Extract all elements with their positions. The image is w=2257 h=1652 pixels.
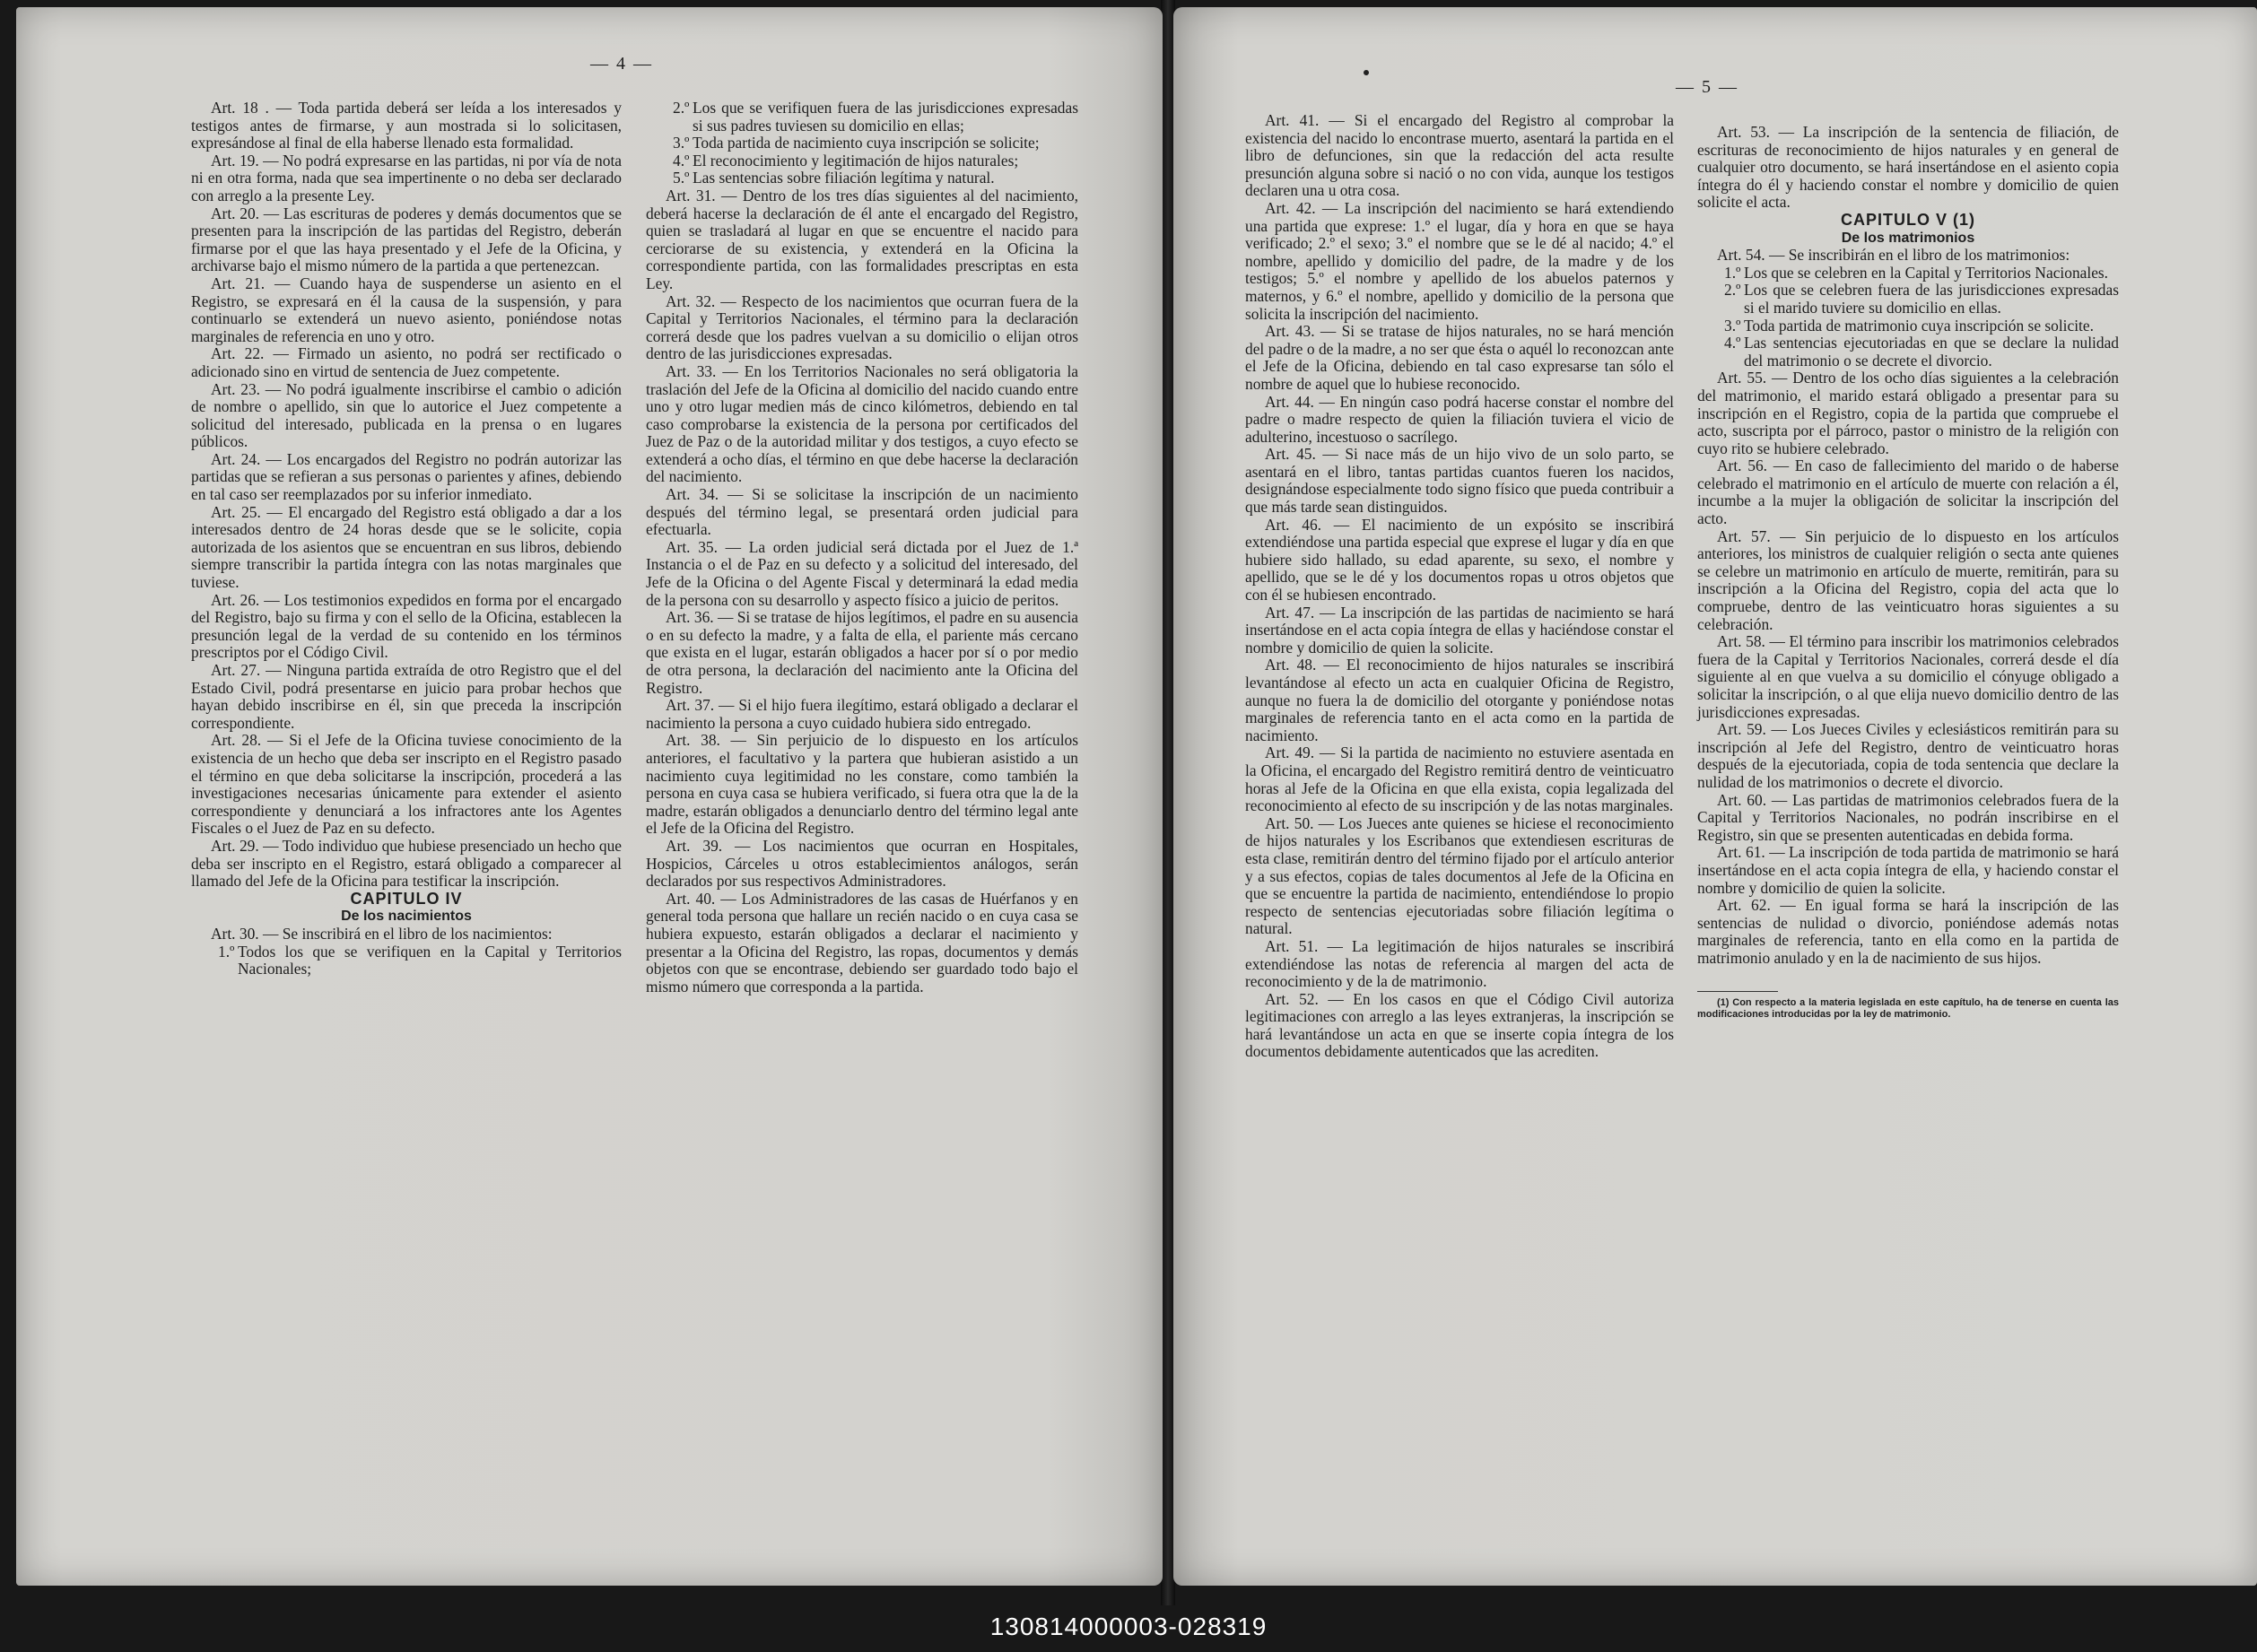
article-paragraph: Art. 58. — El término para inscribir los matrimonios celebrados fuera de la Capital y Territorios Nacionales, correrá desde el día siguiente al en que vuelva a su domicilio el cónyuge obligado a solicitar la inscripción, o al que elija nuevo domicilio dentro de las jurisdicciones expresadas.: [1697, 632, 2119, 721]
item-text: Las sentencias sobre filiación legítima y natural.: [693, 169, 995, 187]
article-paragraph: Art. 42. — La inscripción del nacimiento se hará extendiendo una partida que exprese: 1.º el lugar, día y hora en que se haya verificado; 2.º el sexo; 3.º el nombre que se le dé al nacido; 4.º el nombre, apellido y domicilio del padre, de la madre y de los testigos; 5.º el nombre y apellido de los abuelos paternos y maternos, y 6.º el nombre, apellido y domicilio de la persona que solicita la inscripción del nacimiento.: [1245, 198, 1674, 323]
list-item: [1697, 317, 2119, 335]
article-paragraph: Art. 47. — La inscripción de las partidas de nacimiento se hará insertándose en el acta copia íntegra de ellas y haciéndose constar el nombre y domicilio de quien la solicite.: [1245, 603, 1674, 656]
article-paragraph: Art. 59. — Los Jueces Civiles y eclesiásticos remitirán para su inscripción al Jefe del Registro, dentro de veinticuatro horas después de la ejecutoriada, copia de toda sentencia que declare la nulidad de los matrimonios o decrete el divorcio.: [1697, 720, 2119, 791]
list-item: [646, 152, 1078, 170]
left-page: [16, 7, 1163, 1586]
chapter-title: CAPITULO IV: [350, 889, 463, 908]
item-text: El reconocimiento y legitimación de hijos naturales;: [693, 151, 1019, 170]
article-paragraph: Art. 32. — Respecto de los nacimientos que ocurran fuera de la Capital y Territorios Nacionales, el término para la declaración correrá desde que los padres vuelvan a su domicilio o elijan otros dentro de las jurisdicciones expresadas.: [646, 291, 1078, 363]
article-paragraph: Art. 51. — La legitimación de hijos naturales se inscribirá extendiéndose las notas de referencia al margen del acta de reconocimiento y de la de matrimonio.: [1245, 936, 1674, 991]
article-paragraph: Art. 52. — En los casos en que el Código Civil autoriza legitimaciones con arreglo a las leyes extranjeras, la inscripción se hará levantándose un acta en que se inserte copia íntegra de los documentos debidamente autenticados que las acrediten.: [1245, 989, 1674, 1061]
article-paragraph: Art. 44. — En ningún caso podrá hacerse constar el nombre del padre o madre respecto de quien la filiación tuviera el vicio de adulterino, incestuoso o sacrílego.: [1245, 392, 1674, 446]
article-paragraph: Art. 27. — Ninguna partida extraída de otro Registro que el del Estado Civil, podrá presentarse en juicio para probar hechos que hayan debido inscribirse en él, sin que preceda la inscripción correspondiente.: [191, 661, 622, 732]
article-paragraph: Art. 48. — El reconocimiento de hijos naturales se inscribirá levantándose al efecto un acta en cualquier Oficina de Registro, aunque no fuera la de domicilio del otorgante y poniéndose notas marginales de referencia tanto en el acta como en la partida de nacimiento.: [1245, 656, 1674, 744]
article-paragraph: Art. 20. — Las escrituras de poderes y demás documentos que se presenten para la inscripción de las partidas del Registro, deberán firmarse por el que las haya presentado y el Jefe de la Oficina, y archivarse bajo el mismo número de la partida a que pertenezcan.: [191, 204, 622, 275]
article-paragraph: Art. 53. — La inscripción de la sentencia de filiación, de escrituras de reconocimiento de hijos naturales y en general de cualquier otro documento, se hará insertándose en el asiento copia íntegra do él y haciendo constar el nombre y domicilio de quien solicite el acta.: [1697, 123, 2119, 212]
item-text: Toda partida de nacimiento cuya inscripción se solicite;: [693, 134, 1040, 152]
article-paragraph: Art. 37. — Si el hijo fuera ilegítimo, estará obligado a declarar el nacimiento la persona a cuyo cuidado hubiera sido entregado.: [646, 696, 1078, 732]
item-text: Los que se celebren en la Capital y Territorios Nacionales.: [1744, 263, 2109, 282]
item-text: Los que se verifiquen fuera de las jurisdicciones expresadas si sus padres tuviesen su domicilio en ellas;: [693, 99, 1078, 135]
list-item: [646, 170, 1078, 187]
article-paragraph: Art. 26. — Los testimonios expedidos en forma por el encargado del Registro, bajo su firma y con el sello de la Oficina, establecen la presunción legal de la verdad de su contenido en los términos prescriptos por el Código Civil.: [191, 590, 622, 662]
item-text: Todos los que se verifiquen en la Capital y Territorios Nacionales;: [238, 942, 622, 978]
chapter-subtitle: De los nacimientos: [341, 909, 472, 925]
article-paragraph: Art. 22. — Firmado un asiento, no podrá ser rectificado o adicionado sino en virtud de sentencia de Juez competente.: [191, 344, 622, 380]
scan-id-caption: 130814000003-028319: [989, 1613, 1268, 1640]
article-paragraph: Art. 18 . — Toda partida deberá ser leída a los interesados y testigos antes de firmarse, y aun mostrada si lo solicitasen, expresándose al final de ella haberse llenado esta formalidad.: [191, 99, 622, 152]
chapter-title: CAPITULO V (1): [1840, 210, 1975, 229]
list-item: [191, 943, 622, 978]
ink-dot: [1364, 70, 1369, 75]
right-page-column-2: [1697, 124, 2119, 1021]
item-number: 2.º: [673, 99, 690, 117]
article-paragraph: Art. 62. — En igual forma se hará la inscripción de las sentencias de nulidad o divorcio, poniéndose además notas marginales de referencia, tanto en ella como en la partida de matrimonio anulado y en la de nacimiento de sus hijos.: [1697, 896, 2119, 967]
list-item: [646, 135, 1078, 152]
article-paragraph: Art. 54. — Se inscribirán en el libro de los matrimonios:: [1717, 246, 2070, 265]
article-paragraph: Art. 24. — Los encargados del Registro no podrán autorizar las partidas que se refieran a sus personas o parientes y afines, debiendo en tal caso ser reemplazados por su inferior inmediato.: [191, 449, 622, 504]
article-paragraph: Art. 60. — Las partidas de matrimonios celebrados fuera de la Capital y Territorios Nacionales, no podrán inscribirse en el Registro, sin que se presenten autenticadas en debida forma.: [1697, 790, 2119, 844]
article-paragraph: Art. 33. — En los Territorios Nacionales no será obligatoria la traslación del Jefe de la Oficina al domicilio del nacido cuando entre uno y otro lugar medien más de cinco kilómetros, debiendo en tal caso comprobarse la existencia de la persona por certificados del Juez de Paz o de la autoridad militar y dos testigos, a cuyo efecto se extenderá a ocho días, el término en que debe hacerse la declaración del nacimiento.: [646, 361, 1078, 486]
footnote: (1) Con respecto a la materia legislada en este capítulo, ha de tenerse en cuenta las modificaciones introducidas por la ley de matrimonio.: [1697, 996, 2119, 1020]
article-paragraph: Art. 19. — No podrá expresarse en las partidas, ni por vía de nota ni en otra forma, nada que sea impertinente o no deba ser declarado con arreglo a la presente Ley.: [191, 151, 622, 204]
article-paragraph: Art. 41. — Si el encargado del Registro al comprobar la existencia del nacido lo encontrase muerto, asentará la partida en el libro de defunciones, sin que la redacción del acta resulte presunción alguna sobre si nació o no con vida, aunque los testigos declaren una u otra cosa.: [1245, 111, 1674, 200]
article-paragraph: Art. 36. — Si se tratase de hijos legítimos, el padre en su ausencia o en su defecto la madre, y a falta de ella, el pariente más cercano que exista en el lugar, estarán obligados a hacer por sí o por medio de otra persona, la declaración del nacimiento ante la Oficina del Registro.: [646, 608, 1078, 697]
list-item: [646, 100, 1078, 135]
item-number: 2.º: [1724, 281, 1741, 300]
article-paragraph: Art. 28. — Si el Jefe de la Oficina tuviese conocimiento de la existencia de un hecho que deba ser inscripto en el Registro pasado el término en que deba solicitarse la inscripción, procederá a las investigaciones necesarias únicamente para extender el asiento correspondiente y denunciará a los infractores ante los Agentes Fiscales o el Juez de Paz en su defecto.: [191, 731, 622, 838]
article-paragraph: Art. 61. — La inscripción de toda partida de matrimonio se hará insertándose en el acta copia íntegra de ella, y haciendo constar el nombre y domicilio de quien la solicite.: [1697, 843, 2119, 897]
item-number: 4.º: [1724, 334, 1741, 352]
article-paragraph: Art. 23. — No podrá igualmente inscribirse el cambio o adición de nombre o apellido, sin que lo autorice el Juez competente a solicitud del interesado, publicada en la prensa o en lugares públicos.: [191, 379, 622, 451]
right-page: [1173, 7, 2257, 1586]
list-item: [1697, 265, 2119, 283]
right-page-column-1: [1245, 112, 1674, 1061]
article-paragraph: Art. 55. — Dentro de los ocho días siguientes a la celebración del matrimonio, el marido estará obligado a presentar para su inscripción en el Registro, copia de la partida que compruebe el acto, suscripta por el párroco, pastor o ministro de la religión con cuyo rito se hubiere celebrado.: [1697, 369, 2119, 457]
item-text: Toda partida de matrimonio cuya inscripción se solicite.: [1744, 316, 2094, 335]
item-number: 1.º: [218, 942, 235, 961]
item-number: 1.º: [1724, 263, 1741, 282]
article-paragraph: Art. 40. — Los Administradores de las casas de Huérfanos y en general toda persona que hallare un recién nacido o en cuya casa se hubiera expuesto, estarán obligados a declarar el nacimiento y presentar a la Oficina del Registro, las ropas, documentos y demás objetos con que se encontrase, debiendo ser guardado todo bajo el mismo número que corresponda a la partida.: [646, 889, 1078, 996]
list-item: [1697, 335, 2119, 370]
chapter-subtitle: De los matrimonios: [1841, 230, 1975, 246]
article-paragraph: Art. 56. — En caso de fallecimiento del marido o de haberse celebrado el matrimonio en el artículo de muerte con relación a él, incumbe a la mujer la obligación de solicitar la inscripción del acto.: [1697, 456, 2119, 528]
item-number: 5.º: [673, 169, 690, 187]
article-paragraph: Art. 30. — Se inscribirá en el libro de los nacimientos:: [211, 924, 553, 943]
article-paragraph: Art. 57. — Sin perjuicio de lo dispuesto en los artículos anteriores, los ministros de cualquier religión o secta ante quienes se celebre un matrimonio en artículo de muerte, remitirán, para su inscripción a la Oficina del Registro, copia del acta que lo compruebe, dentro de las veinticuatro horas siguientes a su celebración.: [1697, 526, 2119, 633]
item-number: 3.º: [1724, 316, 1741, 335]
article-paragraph: Art. 50. — Los Jueces ante quienes se hiciese el reconocimiento de hijos naturales y los Escribanos que extendiesen escrituras de esta clase, remitirán dentro del término fijado por el artículo anterior y a sus efectos, copias de tales documentos al Jefe de la Oficina en que se encuentre la partida de nacimiento, entendiéndose lo propio respecto de sentencias ejecutoriadas sobre filiación legítima o natural.: [1245, 813, 1674, 938]
article-paragraph: Art. 31. — Dentro de los tres días siguientes al del nacimiento, deberá hacerse la declaración de él ante el encargado del Registro, quien se trasladará al lugar en que se encuentre el nacido para cerciorarse de su existencia, y extenderá en la Oficina la correspondiente partida, con las formalidades prescriptas en esta Ley.: [646, 186, 1078, 292]
article-paragraph: Art. 29. — Todo individuo que hubiese presenciado un hecho que deba ser inscripto en el Registro, estará obligado a comparecer al llamado del Jefe de la Oficina para testificar la inscripción.: [191, 836, 622, 891]
article-paragraph: Art. 49. — Si la partida de nacimiento no estuviere asentada en la Oficina, el encargado del Registro remitirá dentro de veinticuatro horas al Jefe de la Oficina en que ella exista, copia legalizada del reconocimiento al efecto de su inscripción y de las notas marginales.: [1245, 743, 1674, 815]
item-text: Los que se celebren fuera de las jurisdicciones expresadas si el marido tuviere su domicilio en ellas.: [1744, 281, 2119, 317]
page-number: — 4 —: [590, 54, 653, 74]
item-number: 3.º: [673, 134, 690, 152]
article-paragraph: Art. 25. — El encargado del Registro está obligado a dar a los interesados dentro de 24 horas desde que se le solicite, copia autorizada de los asientos que se encuentran en sus libros, debiendo siempre transcribir la partida íntegra con las notas marginales que tuviese.: [191, 502, 622, 592]
page-number: — 5 —: [1676, 77, 1738, 97]
article-paragraph: Art. 43. — Si se tratase de hijos naturales, no se hará mención del padre o de la madre, a no ser que ésta o aquél lo reconozcan ante el Jefe de la Oficina, debiendo en tal caso expresarse tan sólo el nombre de aquel que lo hubiese reconocido.: [1245, 322, 1674, 393]
item-text: Las sentencias ejecutoriadas en que se declare la nulidad del matrimonio o se decrete el divorcio.: [1744, 334, 2119, 370]
list-item: [1697, 282, 2119, 317]
article-paragraph: Art. 34. — Si se solicitase la inscripción de un nacimiento después del término legal, se presentará orden judicial para efectuarla.: [646, 485, 1078, 539]
left-page-column-1: [191, 100, 622, 978]
footnote-rule: [1697, 991, 1778, 992]
article-paragraph: Art. 46. — El nacimiento de un expósito se inscribirá extendiéndose una partida especial que exprese el lugar y día en que hubiere sido hallado, su edad aparente, su sexo, el nombre y apellido, que se le dé y los documentos ropas u otros objetos que con él se hubiesen encontrado.: [1245, 515, 1674, 604]
article-paragraph: Art. 45. — Si nace más de un hijo vivo de un solo parto, se asentará en el libro, tantas partidas cuantos fueren los nacidos, designándose especialmente todo signo físico que pueda contribuir a que más tarde sean distinguidos.: [1245, 445, 1674, 517]
article-paragraph: Art. 38. — Sin perjuicio de lo dispuesto en los artículos anteriores, el facultativo y la partera que hubieran asistido a un nacimiento cuya legitimidad no les constare, como también la persona en cuya casa se hubiera verificado, si fuera otra que la de la madre, estarán obligados a denunciarlo dentro del término legal ante el Jefe de la Oficina del Registro.: [646, 731, 1078, 838]
article-paragraph: Art. 35. — La orden judicial será dictada por el Juez de 1.ª Instancia o el de Paz en su defecto y a solicitud del interesado, del Jefe de la Oficina o del Agente Fiscal y determinará la edad media de la persona con su desarrollo y aspecto físico a juicio de peritos.: [646, 537, 1078, 609]
item-number: 4.º: [673, 151, 690, 170]
left-page-column-2: [646, 100, 1078, 996]
article-paragraph: Art. 21. — Cuando haya de suspenderse un asiento en el Registro, se expresará en él la causa de la suspensión, y para continuarlo se extenderá un nuevo asiento, poniéndose notas marginales de referencia en uno y otro.: [191, 274, 622, 345]
article-paragraph: Art. 39. — Los nacimientos que ocurran en Hospitales, Hospicios, Cárceles u otros establecimientos análogos, serán declarados por sus respectivos Administradores.: [646, 836, 1078, 891]
